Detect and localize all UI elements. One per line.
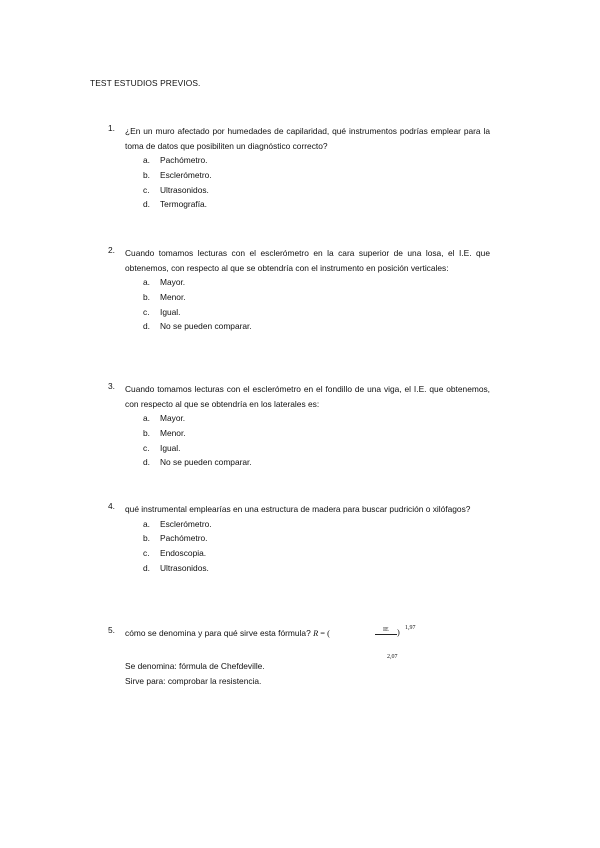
option-letter: c. — [143, 184, 150, 195]
answer-name: Se denomina: fórmula de Chefdeville. — [125, 661, 265, 671]
option-c — [143, 305, 490, 320]
question-label: cómo se denomina y para qué sirve esta fórmula? — [125, 628, 311, 638]
option-text: No se pueden comparar. — [160, 321, 252, 332]
option-text: Termografía. — [160, 199, 208, 210]
option-text: Mayor. — [160, 277, 186, 287]
question-number: 3. — [108, 381, 115, 391]
option-letter: b. — [143, 169, 150, 180]
option-text: Igual. — [160, 442, 181, 453]
option-d — [143, 319, 490, 334]
option-c — [143, 546, 490, 561]
question-number: 5. — [108, 625, 115, 635]
option-letter: b. — [143, 427, 150, 438]
options-list — [143, 411, 490, 470]
question-number: 4. — [108, 501, 115, 511]
option-letter: d. — [143, 321, 150, 332]
option-letter: d. — [143, 562, 150, 573]
option-b — [143, 290, 490, 305]
option-letter: a. — [143, 155, 150, 165]
question-text: qué instrumental emplearías en una estructura de madera para buscar pudrición o xilófagos? — [125, 504, 471, 514]
option-text: Pachómetro. — [160, 155, 208, 165]
option-c — [143, 441, 490, 456]
options-list — [143, 153, 490, 212]
question-text — [125, 625, 508, 660]
question-number: 1. — [108, 123, 115, 133]
option-text: Menor. — [160, 427, 186, 438]
option-a — [143, 411, 490, 426]
option-letter: c. — [143, 548, 150, 559]
option-text: Esclerómetro. — [160, 169, 212, 180]
option-text: Igual. — [160, 306, 181, 317]
option-text: Mayor. — [160, 413, 186, 423]
option-letter: b. — [143, 291, 150, 302]
question-text: Cuando tomamos lecturas con el esclerómetro en el fondillo de una viga, el I.E. que obtenemos, con respecto al que se obtendría en los laterales es: — [125, 384, 490, 409]
page-title: TEST ESTUDIOS PREVIOS. — [90, 78, 201, 88]
question-text: ¿En un muro afectado por humedades de capilaridad, qué instrumentos podrías emplear para la toma de datos que posibiliten un diagnóstico correcto? — [125, 126, 490, 151]
answer-purpose: Sirve para: comprobar la resistencia. — [125, 675, 262, 686]
question-4 — [108, 502, 490, 584]
option-b — [143, 426, 490, 441]
option-c — [143, 183, 490, 198]
option-a — [143, 153, 490, 168]
formula-exponent: 1,97 — [405, 625, 416, 631]
option-text: No se pueden comparar. — [160, 457, 252, 468]
option-text: Pachómetro. — [160, 533, 208, 544]
fraction-bar — [375, 634, 397, 635]
question-3 — [108, 382, 490, 479]
option-letter: c. — [143, 442, 150, 453]
option-b — [143, 531, 490, 546]
option-letter: d. — [143, 457, 150, 468]
option-text: Esclerómetro. — [160, 518, 212, 529]
option-text: Ultrasonidos. — [160, 184, 209, 195]
options-list — [143, 517, 490, 576]
formula-close-paren: ) — [397, 628, 400, 637]
formula-lhs: R — [313, 629, 319, 638]
question-5 — [108, 625, 508, 660]
option-d — [143, 561, 490, 576]
option-text: Ultrasonidos. — [160, 562, 209, 573]
question-number: 2. — [108, 245, 115, 255]
formula-equals: = ( — [318, 629, 330, 638]
option-text: Endoscopia. — [160, 548, 207, 559]
option-d — [143, 455, 490, 470]
formula-numerator: IE — [383, 627, 389, 633]
option-d — [143, 197, 490, 212]
question-1 — [108, 124, 490, 221]
option-letter: a. — [143, 277, 150, 287]
option-a — [143, 517, 490, 532]
option-a — [143, 275, 490, 290]
option-letter: b. — [143, 533, 150, 544]
formula-denominator: 2,07 — [387, 654, 398, 660]
option-letter: c. — [143, 306, 150, 317]
question-text: Cuando tomamos lecturas con el esclerómetro en la cara superior de una losa, el I.E. que obtenemos, con respecto al que se obtendría con el instrumento en posición verticales: — [125, 248, 490, 273]
option-letter: a. — [143, 413, 150, 423]
option-text: Menor. — [160, 291, 186, 302]
option-letter: a. — [143, 518, 150, 529]
answer-block — [125, 659, 265, 689]
question-2 — [108, 246, 490, 343]
options-list — [143, 275, 490, 334]
option-b — [143, 168, 490, 183]
option-letter: d. — [143, 199, 150, 210]
